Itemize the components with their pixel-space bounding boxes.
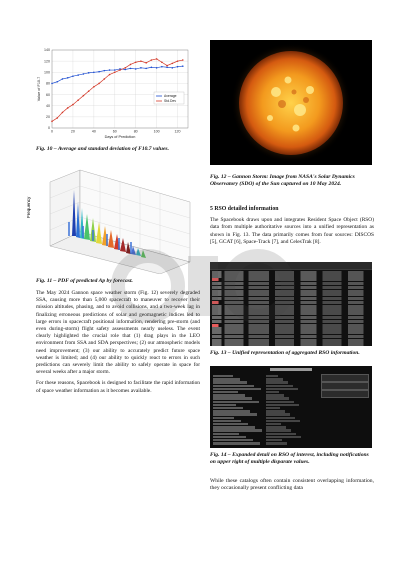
data-point bbox=[72, 104, 74, 106]
notification-panel bbox=[321, 390, 369, 398]
detail-value bbox=[266, 429, 291, 431]
data-point bbox=[104, 70, 106, 72]
detail-field bbox=[213, 375, 233, 377]
notification-panel bbox=[321, 374, 369, 382]
fig13-caption: Fig. 13 – Unified representation of aggregated RSO information. bbox=[210, 350, 360, 356]
detail-field bbox=[213, 385, 254, 387]
rso-detail-title bbox=[270, 368, 312, 371]
fig11-3d-plot bbox=[20, 162, 200, 274]
x-axis-label: Days of Prediction bbox=[104, 135, 136, 139]
rso-table-header bbox=[210, 262, 372, 270]
data-point bbox=[56, 81, 58, 83]
data-point bbox=[109, 74, 111, 76]
table-row bbox=[212, 305, 370, 308]
detail-value bbox=[266, 381, 288, 383]
section5-heading: 5 RSO detailed information bbox=[210, 206, 279, 212]
fig10-line-chart bbox=[36, 42, 196, 142]
data-point bbox=[156, 58, 158, 60]
series-line-average bbox=[52, 66, 183, 83]
data-point bbox=[151, 66, 153, 68]
detail-field bbox=[213, 388, 261, 390]
y-tick-label: 140 bbox=[44, 48, 50, 53]
data-point bbox=[130, 64, 132, 66]
table-row bbox=[212, 339, 370, 342]
left-body-text bbox=[36, 290, 200, 399]
data-point bbox=[135, 68, 137, 70]
detail-field bbox=[213, 410, 250, 412]
table-row bbox=[212, 282, 370, 285]
data-point bbox=[172, 63, 174, 65]
table-row bbox=[212, 335, 370, 338]
detail-value bbox=[266, 417, 295, 419]
detail-field bbox=[213, 429, 262, 431]
fig11-surface bbox=[20, 162, 200, 274]
data-point bbox=[98, 71, 100, 73]
right-tail-paragraph: While these catalogs often contain consistent overlapping information, they occasionally present conflicting data bbox=[210, 478, 374, 492]
fig11-zlabel: Frequency bbox=[26, 196, 31, 218]
detail-value bbox=[266, 385, 293, 387]
y-tick-label: 40 bbox=[46, 103, 50, 108]
data-point bbox=[114, 69, 116, 71]
data-point bbox=[166, 65, 168, 67]
x-tick-label: 80 bbox=[133, 129, 138, 134]
data-point bbox=[114, 71, 116, 73]
detail-field bbox=[213, 401, 259, 403]
table-row bbox=[212, 278, 370, 281]
data-point bbox=[135, 61, 137, 63]
x-tick-label: 60 bbox=[112, 129, 117, 134]
detail-value bbox=[266, 407, 280, 409]
fig12-sun-image bbox=[210, 40, 372, 165]
detail-field bbox=[213, 426, 255, 428]
x-tick-label: 20 bbox=[70, 129, 75, 134]
x-tick-label: 120 bbox=[174, 129, 181, 134]
left-paragraph-2: For these reasons, Spacebook is designed to facilitate the rapid information of space weather information as it becomes available. bbox=[36, 380, 200, 394]
detail-value bbox=[266, 388, 298, 390]
data-point bbox=[51, 121, 53, 123]
detail-field bbox=[213, 417, 234, 419]
data-point bbox=[88, 90, 90, 92]
data-point bbox=[172, 67, 174, 69]
section5-paragraph: The Spacebook draws upon and integrates Resident Space Object (RSO) data from multiple authoritative sources into a unified representation as shown in Fig. 13. The data primarily comes from four sources: DISCOS [5], GCAT [6], Space-Track [7], and CelesTrak [8]. bbox=[210, 217, 374, 245]
detail-field bbox=[213, 420, 241, 422]
y-tick-label: 80 bbox=[46, 81, 50, 86]
fig12-caption: Fig. 12 – Gannon Storm: Image from NASA's Solar Dynamics Observatory (SDO) of the Sun captured on 10 May 2024. bbox=[210, 174, 355, 187]
data-point bbox=[182, 59, 184, 61]
y-tick-label: 120 bbox=[44, 59, 50, 64]
data-point bbox=[119, 69, 121, 71]
data-point bbox=[83, 73, 85, 75]
detail-field bbox=[213, 378, 240, 380]
detail-value bbox=[266, 391, 279, 393]
table-row bbox=[212, 301, 370, 304]
detail-value bbox=[266, 394, 284, 396]
plot-frame bbox=[52, 50, 188, 128]
y-tick-label: 0 bbox=[48, 126, 50, 131]
data-point bbox=[77, 74, 79, 76]
data-point bbox=[151, 59, 153, 61]
detail-value bbox=[266, 413, 290, 415]
data-point bbox=[56, 117, 58, 119]
data-point bbox=[156, 67, 158, 69]
table-row bbox=[212, 342, 370, 345]
data-point bbox=[166, 66, 168, 68]
table-row bbox=[212, 290, 370, 293]
table-row bbox=[212, 331, 370, 334]
detail-field bbox=[213, 397, 252, 399]
table-row bbox=[212, 324, 370, 327]
data-point bbox=[124, 69, 126, 71]
data-point bbox=[140, 67, 142, 69]
right-tail-text bbox=[210, 478, 374, 496]
data-point bbox=[109, 69, 111, 71]
x-tick-label: 40 bbox=[91, 129, 96, 134]
data-point bbox=[177, 66, 179, 68]
detail-field bbox=[213, 404, 236, 406]
table-row bbox=[212, 297, 370, 300]
legend-label: Average bbox=[164, 94, 177, 99]
data-point bbox=[72, 75, 74, 77]
detail-value bbox=[266, 433, 296, 435]
fig14-rso-detail-screenshot bbox=[210, 366, 372, 448]
series-line-std-dev bbox=[52, 59, 183, 121]
detail-value bbox=[266, 397, 289, 399]
notification-panel bbox=[321, 382, 369, 390]
fig14-caption: Fig. 14 – Expanded detail on RSO of interest, including notifications on upper right of multiple disparate values. bbox=[210, 452, 369, 465]
data-point bbox=[145, 68, 147, 70]
data-point bbox=[62, 112, 64, 114]
data-point bbox=[145, 62, 147, 64]
detail-value bbox=[266, 439, 282, 441]
table-row bbox=[212, 316, 370, 319]
table-row bbox=[212, 293, 370, 296]
data-point bbox=[93, 86, 95, 88]
data-point bbox=[182, 65, 184, 67]
y-axis-label: Value of F10.7 bbox=[37, 76, 41, 102]
detail-field bbox=[213, 439, 253, 441]
data-point bbox=[98, 83, 100, 85]
table-row bbox=[212, 308, 370, 311]
detail-value bbox=[266, 378, 283, 380]
detail-value bbox=[266, 375, 278, 377]
detail-field bbox=[213, 407, 243, 409]
data-point bbox=[161, 66, 163, 68]
y-tick-label: 100 bbox=[44, 70, 50, 75]
detail-field bbox=[213, 413, 257, 415]
detail-value bbox=[266, 423, 281, 425]
table-row bbox=[212, 320, 370, 323]
detail-value bbox=[266, 410, 285, 412]
detail-value bbox=[266, 401, 294, 403]
fig11-caption: Fig. 11 – PDF of predicted Ap by forecast. bbox=[36, 278, 133, 284]
x-tick-label: 100 bbox=[153, 129, 160, 134]
data-point bbox=[93, 71, 95, 73]
section5-block bbox=[210, 200, 374, 250]
detail-field bbox=[213, 391, 238, 393]
data-point bbox=[67, 77, 69, 79]
data-point bbox=[161, 61, 163, 63]
data-point bbox=[124, 67, 126, 69]
detail-value bbox=[266, 426, 286, 428]
table-row bbox=[212, 271, 370, 274]
detail-field bbox=[213, 423, 248, 425]
fig10-chart bbox=[36, 42, 196, 142]
sun-illustration bbox=[210, 40, 372, 165]
left-paragraph-1: The May 2024 Gannon space weather storm (Fig. 12) severely degraded SSA, causing more than 5,000 spacecraft to maneuver to recover their mission altitudes, phasing, and to avoid collisions, and a two-week lag in finalizing erroneous predictions of solar and geomagnetic indices led to large errors in spacecraft positional information, rendering pre-storm (and even during-storm) flight safety assessments nearly useless. The event clearly highlighted the crucial role that (1) drag plays in the LEO environment from SSA and SDA perspectives; (2) our atmospheric models need improvement; (3) our ability to accurately predict future space weather is limited; and (4) our ability to quickly react to errors in such predictions can severely limit the ability to safely operate in space for several weeks after a major storm. bbox=[36, 290, 200, 376]
data-point bbox=[140, 60, 142, 62]
detail-field bbox=[213, 436, 246, 438]
data-point bbox=[62, 78, 64, 80]
fig13-rso-table-screenshot bbox=[210, 262, 372, 346]
x-tick-label: 0 bbox=[51, 129, 53, 134]
rso-table-rows bbox=[210, 271, 372, 346]
data-point bbox=[130, 68, 132, 70]
data-point bbox=[177, 60, 179, 62]
table-row bbox=[212, 274, 370, 277]
table-row bbox=[212, 286, 370, 289]
data-point bbox=[83, 95, 85, 97]
data-point bbox=[51, 83, 53, 85]
data-point bbox=[88, 72, 90, 74]
data-point bbox=[104, 78, 106, 80]
data-point bbox=[67, 107, 69, 109]
y-tick-label: 20 bbox=[46, 115, 50, 120]
detail-value bbox=[266, 442, 287, 444]
data-point bbox=[77, 99, 79, 101]
table-row bbox=[212, 312, 370, 315]
detail-field bbox=[213, 433, 239, 435]
y-tick-label: 60 bbox=[46, 92, 50, 97]
table-row bbox=[212, 327, 370, 330]
detail-field bbox=[213, 442, 260, 444]
legend-label: Std.Dev bbox=[164, 99, 177, 104]
detail-value bbox=[266, 420, 300, 422]
detail-value bbox=[266, 436, 301, 438]
fig10-caption: Fig. 10 – Average and standard deviation of F10.7 values. bbox=[36, 146, 170, 152]
detail-field bbox=[213, 394, 245, 396]
detail-field bbox=[213, 381, 247, 383]
detail-value bbox=[266, 404, 299, 406]
